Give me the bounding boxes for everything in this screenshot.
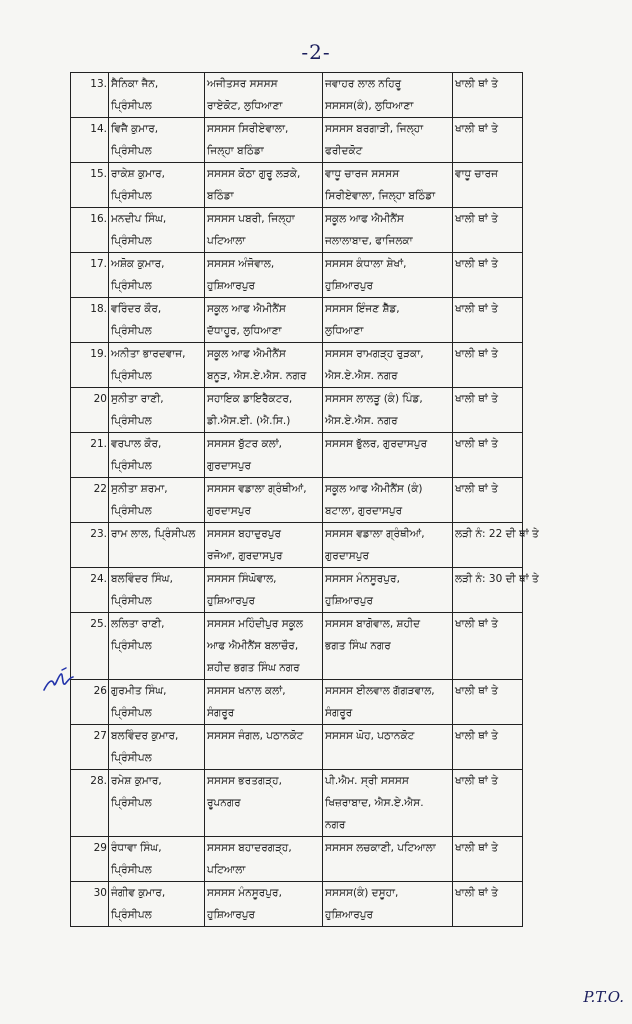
officer-name-line: ਪ੍ਰਿੰਸੀਪਲ — [111, 505, 152, 517]
new-posting-cell — [323, 208, 453, 253]
current-posting-line: ਸਸਸਸ ਕੋਠਾ ਗੁਰੂ ਲੜਕੇ, — [207, 168, 301, 180]
table-row — [71, 163, 523, 208]
officer-name-line: ਸੈਨਿਕਾ ਜੈਨ, — [111, 78, 159, 90]
remark-line: ਖਾਲੀ ਥਾਂ ਤੇ — [455, 348, 498, 360]
transfer-table-container — [70, 72, 539, 927]
current-posting-line: ਸਕੂਲ ਆਫ ਐਮੀਨੈਂਸ — [207, 303, 286, 315]
serial-number-cell: 13. — [71, 73, 109, 118]
officer-name-line: ਸੁਨੀਤਾ ਸ਼ਰਮਾ, — [111, 483, 168, 495]
current-posting-cell — [205, 208, 323, 253]
current-posting-line: ਰਜੋਆ, ਗੁਰਦਾਸਪੁਰ — [207, 550, 283, 562]
new-posting-cell — [323, 298, 453, 343]
officer-name-line: ਅਨੀਤਾ ਭਾਰਦਵਾਜ, — [111, 348, 186, 360]
new-posting-line: ਸਸਸਸ ਘੋਹ, ਪਠਾਨਕੋਟ — [325, 730, 415, 742]
remark-line: ਖਾਲੀ ਥਾਂ ਤੇ — [455, 123, 498, 135]
remark-line: ਖਾਲੀ ਥਾਂ ਤੇ — [455, 483, 498, 495]
signature-mark — [40, 660, 80, 700]
officer-name-line: ਪ੍ਰਿੰਸੀਪਲ — [111, 797, 152, 809]
table-row — [71, 343, 523, 388]
officer-name-line: ਰਮੇਸ਼ ਕੁਮਾਰ, — [111, 775, 162, 787]
officer-name-line: ਪ੍ਰਿੰਸੀਪਲ — [111, 415, 152, 427]
new-posting-line: ਐਸ.ਏ.ਐਸ. ਨਗਰ — [325, 415, 398, 427]
officer-name-line: ਬਲਵਿੰਦਰ ਸਿੰਘ, — [111, 573, 173, 585]
remark-line: ਖਾਲੀ ਥਾਂ ਤੇ — [455, 438, 498, 450]
serial-number-cell: 28. — [71, 770, 109, 837]
current-posting-line: ਪਟਿਆਲਾ — [207, 864, 246, 876]
transfer-table — [70, 72, 539, 927]
remark-cell — [453, 680, 523, 725]
officer-name-cell — [109, 837, 205, 882]
new-posting-cell — [323, 433, 453, 478]
officer-name-cell — [109, 163, 205, 208]
serial-number-cell: 25. — [71, 613, 109, 680]
current-posting-line: ਹੁਸ਼ਿਆਰਪੁਰ — [207, 280, 256, 292]
new-posting-line: ਸਸਸਸ ਲਾਲੜੂ (ਕੰ) ਪਿੰਡ, — [325, 393, 423, 405]
officer-name-line: ਪ੍ਰਿੰਸੀਪਲ — [111, 752, 152, 764]
officer-name-cell — [109, 882, 205, 927]
new-posting-line: ਸਸਸਸ ਰਾਮਗੜ੍ਹ ਰੁੜਕਾ, — [325, 348, 424, 360]
table-row — [71, 73, 523, 118]
new-posting-line: ਹੁਸ਼ਿਆਰਪੁਰ — [325, 909, 374, 921]
officer-name-line: ਰੰਧਾਵਾ ਸਿੰਘ, — [111, 842, 162, 854]
current-posting-cell — [205, 253, 323, 298]
current-posting-cell — [205, 523, 323, 568]
table-body — [71, 73, 539, 927]
table-row — [71, 118, 523, 163]
serial-number-cell: 16. — [71, 208, 109, 253]
current-posting-cell — [205, 837, 323, 882]
current-posting-cell — [205, 478, 323, 523]
table-row — [71, 208, 523, 253]
new-posting-line: ਸਸਸਸ(ਕੰ), ਲੁਧਿਆਣਾ — [325, 100, 414, 112]
current-posting-line: ਗੁਰਦਾਸਪੁਰ — [207, 460, 252, 472]
remark-cell — [453, 208, 523, 253]
remark-cell — [453, 770, 523, 837]
officer-name-cell — [109, 73, 205, 118]
officer-name-line: ਪ੍ਰਿੰਸੀਪਲ — [111, 145, 152, 157]
current-posting-line: ਆਫ ਐਮੀਨੈਂਸ ਬਲਾਚੌਰ, — [207, 640, 299, 652]
new-posting-line: ਹੁਸ਼ਿਆਰਪੁਰ — [325, 280, 374, 292]
remark-line: ਖਾਲੀ ਥਾਂ ਤੇ — [455, 303, 498, 315]
new-posting-line: ਭਗਤ ਸਿੰਘ ਨਗਰ — [325, 640, 391, 652]
officer-name-line: ਪ੍ਰਿੰਸੀਪਲ — [111, 325, 152, 337]
current-posting-line: ਸਕੂਲ ਆਫ ਐਮੀਨੈਂਸ — [207, 348, 286, 360]
officer-name-line: ਪ੍ਰਿੰਸੀਪਲ — [111, 864, 152, 876]
officer-name-line: ਪ੍ਰਿੰਸੀਪਲ — [111, 707, 152, 719]
new-posting-line: ਜਲਾਲਾਬਾਦ, ਫਾਜਿਲਕਾ — [325, 235, 413, 247]
remark-line: ਲੜੀ ਨੰ: 30 ਦੀ ਥਾਂ ਤੇ — [455, 573, 539, 585]
officer-name-cell — [109, 568, 205, 613]
table-row — [71, 433, 523, 478]
table-row — [71, 882, 523, 927]
officer-name-line: ਪ੍ਰਿੰਸੀਪਲ — [111, 190, 152, 202]
new-posting-cell — [323, 680, 453, 725]
serial-number-cell: 29 — [71, 837, 109, 882]
new-posting-cell — [323, 837, 453, 882]
new-posting-line: ਜਵਾਹਰ ਲਾਲ ਨਹਿਰੂ — [325, 78, 402, 90]
officer-name-cell — [109, 118, 205, 163]
current-posting-line: ਡੀ.ਐਸ.ਈ. (ਐ.ਸਿ.) — [207, 415, 291, 427]
remark-cell — [453, 613, 523, 680]
current-posting-cell — [205, 568, 323, 613]
current-posting-cell — [205, 725, 323, 770]
remark-line: ਖਾਲੀ ਥਾਂ ਤੇ — [455, 78, 498, 90]
officer-name-line: ਮਨਦੀਪ ਸਿੰਘ, — [111, 213, 167, 225]
current-posting-line: ਸਸਸਸ ਵਡਾਲਾ ਗ੍ਰੰਥੀਆਂ, — [207, 483, 307, 495]
remark-cell — [453, 73, 523, 118]
new-posting-line: ਬਟਾਲਾ, ਗੁਰਦਾਸਪੁਰ — [325, 505, 403, 517]
officer-name-line: ਵਰਿੰਦਰ ਕੌਰ, — [111, 303, 162, 315]
new-posting-cell — [323, 343, 453, 388]
serial-number-cell: 14. — [71, 118, 109, 163]
officer-name-cell — [109, 388, 205, 433]
current-posting-line: ਹੁਸ਼ਿਆਰਪੁਰ — [207, 595, 256, 607]
officer-name-line: ਪ੍ਰਿੰਸੀਪਲ — [111, 100, 152, 112]
officer-name-line: ਪ੍ਰਿੰਸੀਪਲ — [111, 595, 152, 607]
officer-name-line: ਲਲਿਤਾ ਰਾਣੀ, — [111, 618, 165, 630]
officer-name-cell — [109, 523, 205, 568]
officer-name-cell — [109, 725, 205, 770]
remark-line: ਖਾਲੀ ਥਾਂ ਤੇ — [455, 730, 498, 742]
officer-name-line: ਰਾਕੇਸ਼ ਕੁਮਾਰ, — [111, 168, 165, 180]
new-posting-line: ਸਸਸਸ(ਕੰ) ਦਸੂਹਾ, — [325, 887, 399, 899]
new-posting-line: ਲੁਧਿਆਣਾ — [325, 325, 364, 337]
officer-name-line: ਵਿਜੈ ਕੁਮਾਰ, — [111, 123, 159, 135]
current-posting-line: ਸਸਸਸ ਭਰਤਗੜ੍ਹ, — [207, 775, 282, 787]
officer-name-line: ਅਸ਼ੋਕ ਕੁਮਾਰ, — [111, 258, 165, 270]
serial-number-cell: 27 — [71, 725, 109, 770]
serial-number-cell: 22 — [71, 478, 109, 523]
serial-number-cell: 30 — [71, 882, 109, 927]
current-posting-line: ਬਠਿੰਡਾ — [207, 190, 234, 202]
new-posting-line: ਸਸਸਸ ਈਲਵਾਲ ਗੱਗੜਵਾਲ, — [325, 685, 435, 697]
officer-name-cell — [109, 298, 205, 343]
serial-number-cell: 15. — [71, 163, 109, 208]
current-posting-line: ਸਸਸਸ ਅੰਜੋਵਾਲ, — [207, 258, 275, 270]
current-posting-line: ਸਸਸਸ ਸਿੰਘੋਵਾਲ, — [207, 573, 277, 585]
officer-name-cell — [109, 478, 205, 523]
table-row — [71, 770, 523, 837]
remark-line: ਖਾਲੀ ਥਾਂ ਤੇ — [455, 393, 498, 405]
remark-line: ਖਾਲੀ ਥਾਂ ਤੇ — [455, 887, 498, 899]
current-posting-cell — [205, 388, 323, 433]
new-posting-line: ਸਸਸਸ ਵਡਾਲਾ ਗ੍ਰੰਥੀਆਂ, — [325, 528, 425, 540]
serial-number-cell: 21. — [71, 433, 109, 478]
officer-name-cell — [109, 208, 205, 253]
remark-cell — [453, 433, 523, 478]
officer-name-line: ਬਲਵਿੰਦਰ ਕੁਮਾਰ, — [111, 730, 179, 742]
serial-number-cell: 17. — [71, 253, 109, 298]
remark-cell — [453, 253, 523, 298]
new-posting-line: ਸਸਸਸ ਇੰਜਣ ਸ਼ੈੱਡ, — [325, 303, 400, 315]
new-posting-line: ਨਗਰ — [325, 819, 346, 831]
current-posting-cell — [205, 770, 323, 837]
current-posting-line: ਸਸਸਸ ਮਹਿੰਦੀਪੁਰ ਸਕੂਲ — [207, 618, 304, 630]
page-number: -2- — [301, 40, 331, 64]
new-posting-cell — [323, 523, 453, 568]
new-posting-cell — [323, 568, 453, 613]
new-posting-line: ਸਸਸਸ ਕੰਧਾਲਾ ਸ਼ੇਖਾਂ, — [325, 258, 407, 270]
new-posting-cell — [323, 882, 453, 927]
table-row — [71, 298, 523, 343]
serial-number-cell: 18. — [71, 298, 109, 343]
current-posting-cell — [205, 73, 323, 118]
new-posting-cell — [323, 725, 453, 770]
table-row — [71, 837, 523, 882]
current-posting-line: ਸਸਸਸ ਮੰਨਸੂਰਪੁਰ, — [207, 887, 282, 899]
officer-name-line: ਪ੍ਰਿੰਸੀਪਲ — [111, 640, 152, 652]
new-posting-line: ਪੀ.ਐਮ. ਸ੍ਰੀ ਸਸਸਸ — [325, 775, 409, 787]
officer-name-line: ਪ੍ਰਿੰਸੀਪਲ — [111, 370, 152, 382]
remark-line: ਖਾਲੀ ਥਾਂ ਤੇ — [455, 685, 498, 697]
table-row — [71, 478, 523, 523]
officer-name-line: ਪ੍ਰਿੰਸੀਪਲ — [111, 280, 152, 292]
new-posting-line: ਸਸਸਸ ਮੰਨਸੂਰਪੁਰ, — [325, 573, 400, 585]
remark-cell — [453, 118, 523, 163]
new-posting-cell — [323, 163, 453, 208]
serial-number-cell: 20 — [71, 388, 109, 433]
current-posting-line: ਪਟਿਆਲਾ — [207, 235, 246, 247]
new-posting-line: ਗੁਰਦਾਸਪੁਰ — [325, 550, 370, 562]
current-posting-cell — [205, 433, 323, 478]
current-posting-line: ਹੁਸ਼ਿਆਰਪੁਰ — [207, 909, 256, 921]
current-posting-line: ਸਸਸਸ ਬੁੱਟਰ ਕਲਾਂ, — [207, 438, 283, 450]
current-posting-line: ਬਨੂੜ, ਐਸ.ਏ.ਐਸ. ਨਗਰ — [207, 370, 307, 382]
new-posting-line: ਐਸ.ਏ.ਐਸ. ਨਗਰ — [325, 370, 398, 382]
new-posting-line: ਸਸਸਸ ਬਾਗੋਵਾਲ, ਸ਼ਹੀਦ — [325, 618, 421, 630]
officer-name-cell — [109, 770, 205, 837]
remark-line: ਖਾਲੀ ਥਾਂ ਤੇ — [455, 618, 498, 630]
officer-name-line: ਪ੍ਰਿੰਸੀਪਲ — [111, 909, 152, 921]
table-row — [71, 388, 523, 433]
remark-cell — [453, 882, 523, 927]
current-posting-cell — [205, 163, 323, 208]
serial-number-cell: 23. — [71, 523, 109, 568]
remark-cell — [453, 478, 523, 523]
new-posting-line: ਸਸਸਸ ਬਰਗਾੜੀ, ਜਿਲ੍ਹਾ — [325, 123, 424, 135]
table-row — [71, 680, 523, 725]
remark-line: ਲੜੀ ਨੰ: 22 ਦੀ ਥਾਂ ਤੇ — [455, 528, 539, 540]
remark-cell — [453, 298, 523, 343]
new-posting-cell — [323, 478, 453, 523]
new-posting-line: ਸਿਰੀਏਵਾਲਾ, ਜਿਲ੍ਹਾ ਬਠਿੰਡਾ — [325, 190, 436, 202]
remark-line: ਖਾਲੀ ਥਾਂ ਤੇ — [455, 258, 498, 270]
new-posting-line: ਸਕੂਲ ਆਫ ਐਮੀਨੈਂਸ (ਕੰ) — [325, 483, 423, 495]
officer-name-line: ਰਾਮ ਲਾਲ, ਪ੍ਰਿੰਸੀਪਲ — [111, 528, 196, 540]
officer-name-cell — [109, 343, 205, 388]
serial-number-cell: 19. — [71, 343, 109, 388]
officer-name-cell — [109, 433, 205, 478]
officer-name-cell — [109, 613, 205, 680]
current-posting-line: ਸਸਸਸ ਬਹਾਦੁਰਪੁਰ — [207, 528, 282, 540]
remark-line: ਖਾਲੀ ਥਾਂ ਤੇ — [455, 213, 498, 225]
remark-cell — [453, 725, 523, 770]
current-posting-cell — [205, 882, 323, 927]
current-posting-line: ਸਹਾਇਕ ਡਾਇਰੈਕਟਰ, — [207, 393, 293, 405]
current-posting-line: ਅਜੀਤਸਰ ਸਸਸਸ — [207, 78, 278, 90]
new-posting-cell — [323, 118, 453, 163]
current-posting-line: ਜਿਲ੍ਹਾ ਬਠਿੰਡਾ — [207, 145, 264, 157]
current-posting-line: ਸੰਗਰੂਰ — [207, 707, 235, 719]
officer-name-line: ਸੁਨੀਤਾ ਰਾਣੀ, — [111, 393, 164, 405]
current-posting-cell — [205, 343, 323, 388]
remark-line: ਖਾਲੀ ਥਾਂ ਤੇ — [455, 842, 498, 854]
pto-note: P.T.O. — [583, 988, 624, 1006]
new-posting-line: ਸੰਗਰੂਰ — [325, 707, 353, 719]
officer-name-line: ਵਰਪਾਲ ਕੌਰ, — [111, 438, 162, 450]
current-posting-cell — [205, 613, 323, 680]
current-posting-line: ਰਾਏਕੋਟ, ਲੁਧਿਆਣਾ — [207, 100, 283, 112]
new-posting-cell — [323, 388, 453, 433]
new-posting-cell — [323, 613, 453, 680]
current-posting-line: ਸਸਸਸ ਜੰਗਲ, ਪਠਾਨਕੋਟ — [207, 730, 304, 742]
current-posting-line: ਦੱਧਾਹੂਰ, ਲੁਧਿਆਣਾ — [207, 325, 282, 337]
current-posting-line: ਸਸਸਸ ਖਨਾਲ ਕਲਾਂ, — [207, 685, 286, 697]
current-posting-cell — [205, 298, 323, 343]
table-row — [71, 523, 523, 568]
new-posting-line: ਫਰੀਦਕੋਟ — [325, 145, 363, 157]
new-posting-cell — [323, 770, 453, 837]
officer-name-line: ਪ੍ਰਿੰਸੀਪਲ — [111, 235, 152, 247]
officer-name-line: ਜੰਗੀਵ ਕੁਮਾਰ, — [111, 887, 166, 899]
remark-cell — [453, 837, 523, 882]
current-posting-line: ਸਸਸਸ ਸਿਰੀਏਵਾਲਾ, — [207, 123, 289, 135]
new-posting-line: ਸਕੂਲ ਆਫ ਐਮੀਨੈਂਸ — [325, 213, 404, 225]
officer-name-cell — [109, 253, 205, 298]
new-posting-line: ਸਸਸਸ ਭੁੱਲਰ, ਗੁਰਦਾਸਪੁਰ — [325, 438, 428, 450]
table-row — [71, 253, 523, 298]
new-posting-line: ਵਾਧੂ ਚਾਰਜ ਸਸਸਸ — [325, 168, 400, 180]
table-row — [71, 613, 523, 680]
remark-line: ਖਾਲੀ ਥਾਂ ਤੇ — [455, 775, 498, 787]
current-posting-cell — [205, 118, 323, 163]
remark-cell — [453, 163, 523, 208]
officer-name-line: ਪ੍ਰਿੰਸੀਪਲ — [111, 460, 152, 472]
remark-cell — [453, 388, 523, 433]
current-posting-line: ਰੂਪਨਗਰ — [207, 797, 241, 809]
new-posting-cell — [323, 73, 453, 118]
serial-number-cell: 26 — [71, 680, 109, 725]
remark-cell — [453, 523, 539, 568]
new-posting-line: ਸਸਸਸ ਲਚਕਾਣੀ, ਪਟਿਆਲਾ — [325, 842, 436, 854]
remark-cell — [453, 568, 539, 613]
serial-number-cell: 24. — [71, 568, 109, 613]
remark-line: ਵਾਧੂ ਚਾਰਜ — [455, 168, 498, 180]
current-posting-line: ਸਸਸਸ ਪਬਰੀ, ਜਿਲ੍ਹਾ — [207, 213, 295, 225]
current-posting-line: ਸ਼ਹੀਦ ਭਗਤ ਸਿੰਘ ਨਗਰ — [207, 662, 300, 674]
table-row — [71, 568, 523, 613]
remark-cell — [453, 343, 523, 388]
new-posting-cell — [323, 253, 453, 298]
officer-name-cell — [109, 680, 205, 725]
officer-name-line: ਗੁਰਮੀਤ ਸਿੰਘ, — [111, 685, 167, 697]
current-posting-cell — [205, 680, 323, 725]
current-posting-line: ਸਸਸਸ ਬਹਾਦਰਗੜ੍ਹ, — [207, 842, 292, 854]
new-posting-line: ਖਿਜ਼ਰਾਬਾਦ, ਐਸ.ਏ.ਐਸ. — [325, 797, 424, 809]
table-row — [71, 725, 523, 770]
current-posting-line: ਗੁਰਦਾਸਪੁਰ — [207, 505, 252, 517]
new-posting-line: ਹੁਸ਼ਿਆਰਪੁਰ — [325, 595, 374, 607]
